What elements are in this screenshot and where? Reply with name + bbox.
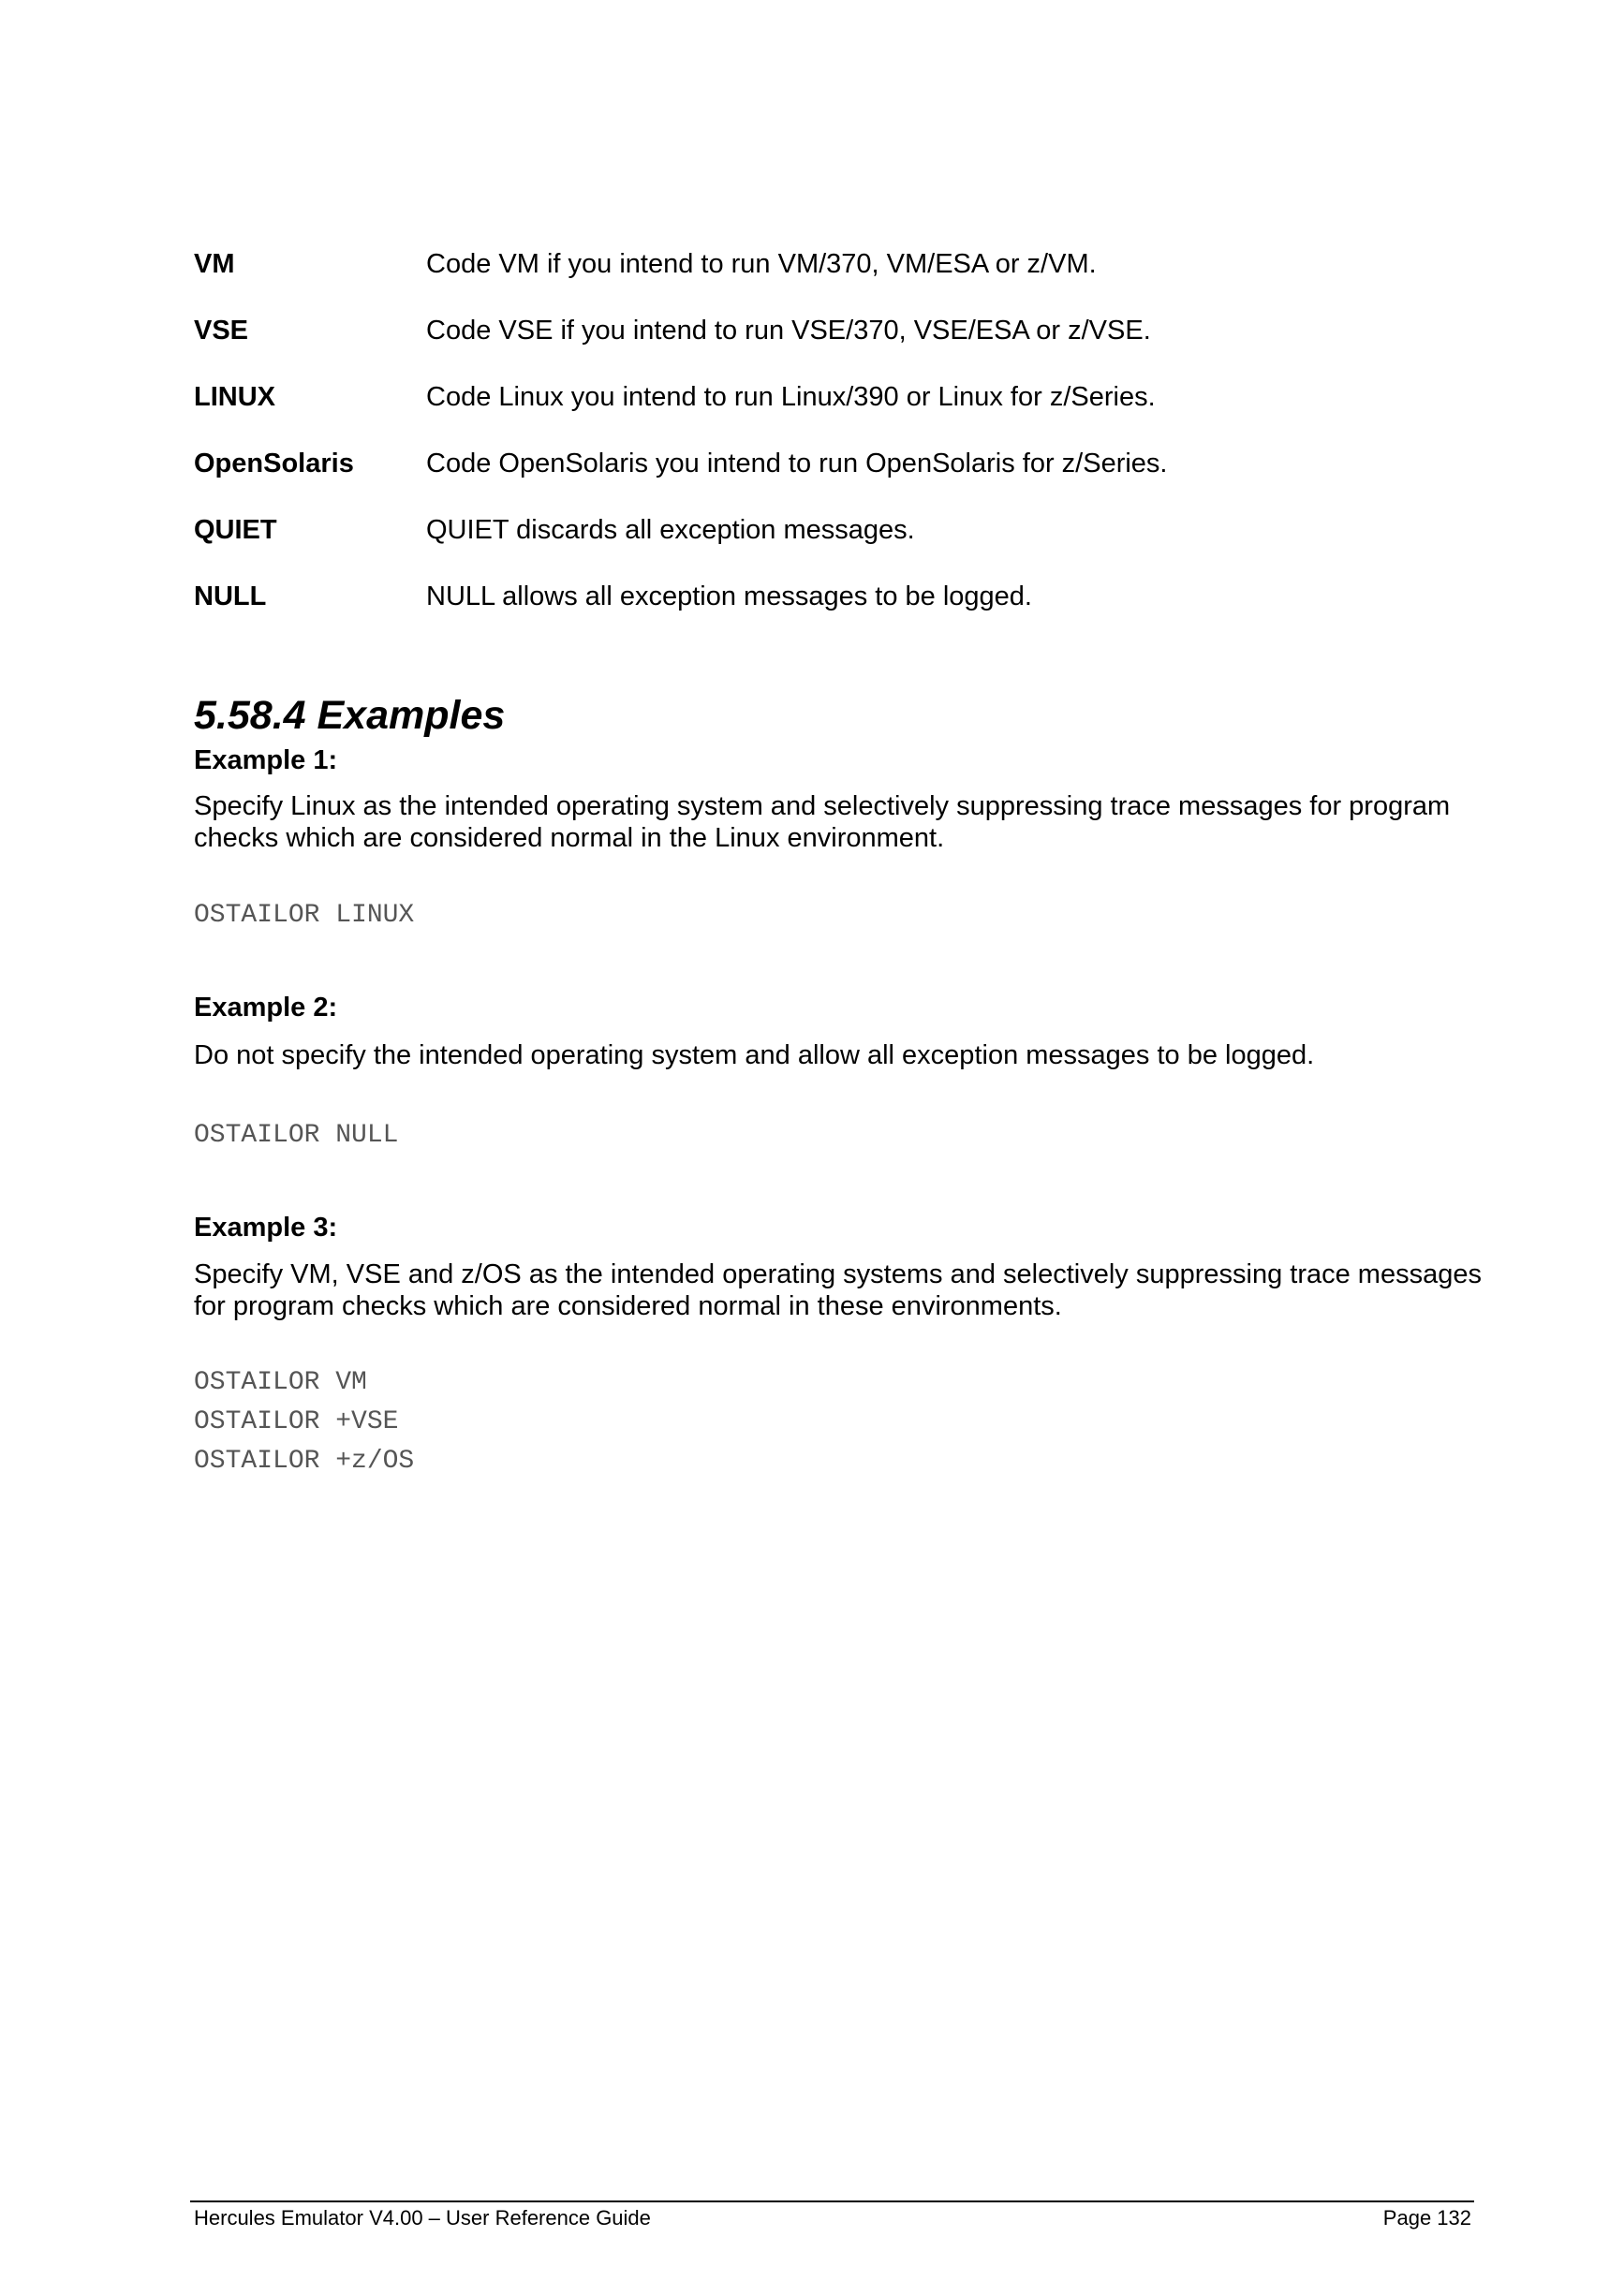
definition-row-opensolaris [194, 445, 1486, 482]
section-heading: 5.58.4 Examples [194, 693, 506, 738]
definition-description: QUIET discards all exception messages. [426, 515, 915, 545]
definition-row-null [194, 578, 1486, 615]
example-1-label: Example 1: [194, 745, 338, 775]
example-3-code-line: OSTAILOR +z/OS [194, 1447, 415, 1476]
definition-row-linux [194, 378, 1486, 416]
definition-description: Code VSE if you intend to run VSE/370, VSE/ESA or z/VSE. [426, 316, 1151, 346]
definition-term: QUIET [194, 515, 277, 545]
definition-row-quiet [194, 511, 1486, 549]
example-3-code-line: OSTAILOR +VSE [194, 1407, 399, 1436]
definition-term: OpenSolaris [194, 449, 354, 478]
example-3-label: Example 3: [194, 1213, 338, 1243]
footer-page-number: Page 132 [1382, 2206, 1471, 2230]
example-2-code-line: OSTAILOR NULL [194, 1121, 399, 1150]
definition-term: NULL [194, 581, 267, 611]
definition-term: LINUX [194, 382, 275, 412]
definition-term: VSE [194, 316, 249, 346]
example-1-code-line: OSTAILOR LINUX [194, 901, 415, 930]
example-3-text: Specify VM, VSE and z/OS as the intended operating systems and selectively suppressing trace messages for program checks which are considered normal in these environments. [194, 1259, 1482, 1321]
example-1-text: Specify Linux as the intended operating system and selectively suppressing trace messages for program checks which are considered normal in the Linux environment. [194, 791, 1451, 853]
definition-description: Code Linux you intend to run Linux/390 or Linux for z/Series. [426, 382, 1156, 412]
definition-description: Code OpenSolaris you intend to run OpenSolaris for z/Series. [426, 449, 1168, 478]
example-2-label: Example 2: [194, 993, 338, 1023]
footer-divider [190, 2200, 1474, 2202]
definition-description: Code VM if you intend to run VM/370, VM/ESA or z/VM. [426, 249, 1097, 279]
definition-term: VM [194, 249, 235, 279]
example-3-code-line: OSTAILOR VM [194, 1368, 367, 1397]
definition-row-vm [194, 245, 1486, 283]
definition-row-vse [194, 312, 1486, 349]
definition-description: NULL allows all exception messages to be logged. [426, 581, 1032, 611]
example-2-text: Do not specify the intended operating system and allow all exception messages to be logged. [194, 1040, 1315, 1070]
footer-document-title: Hercules Emulator V4.00 – User Reference Guide [194, 2206, 651, 2230]
